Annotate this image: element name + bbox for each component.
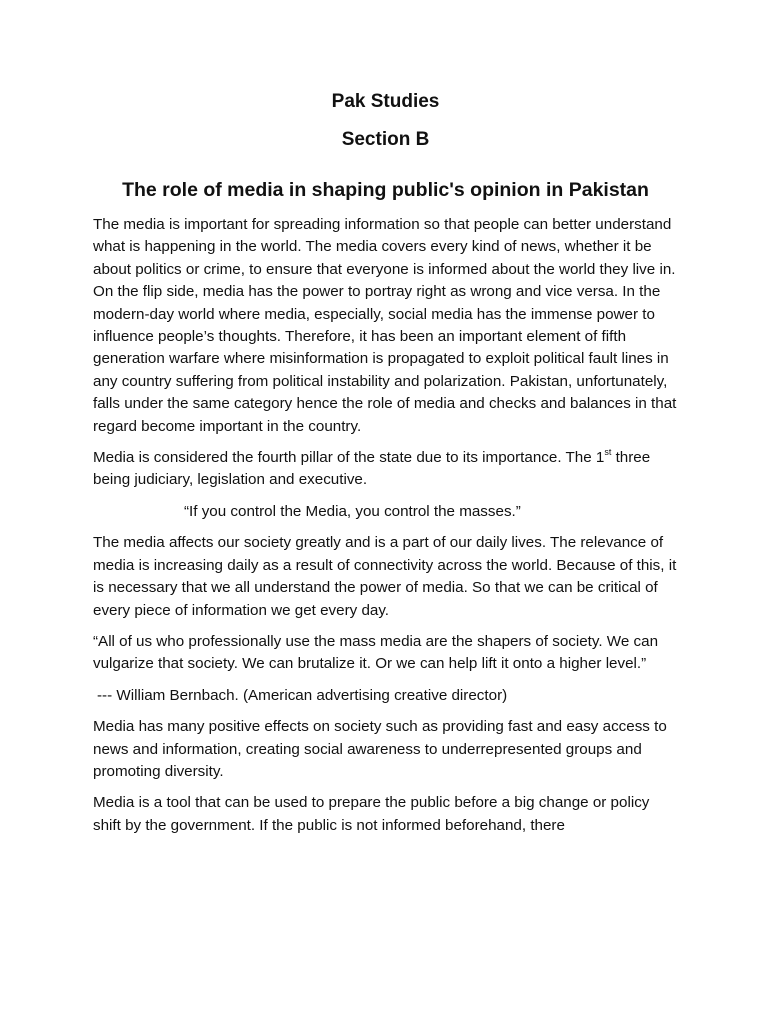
paragraph-intro: The media is important for spreading information so that people can better understand what is happening in the world. The media covers every kind of news, whether it be about politics or crime, to ensure that everyone is informed about the world they live in. On the flip side, media has the power to portray right as wrong and vice versa. In the modern-day world where media, especially, social media has the immense power to influence people’s thoughts. Therefore, it has been an important element of fifth generation warfare where misinformation is propagated to exploit political fault lines in any country suffering from political instability and polarization. Pakistan, unfortunately, falls under the same category hence the role of media and checks and balances in that regard become important in the country. [93, 216, 677, 435]
paragraph-fourth-pillar [93, 447, 678, 492]
paragraph-positive-effects: Media has many positive effects on society such as providing fast and easy access to news and information, creating social awareness to underrepresented groups and promoting diversity. [93, 718, 667, 780]
document-title: The role of media in shaping public's opinion in Pakistan [122, 179, 649, 201]
pillar-text-after: three being judiciary, legislation and executive. [93, 449, 651, 489]
quote-attribution: --- William Bernbach. (American advertising creative director) [97, 686, 508, 704]
ordinal-superscript: st [604, 447, 612, 458]
quote-bernbach: “All of us who professionally use the mass media are the shapers of society. We can vulgarize that society. We can brutalize it. Or we can help lift it onto a higher level.” [93, 632, 659, 673]
paragraph-media-affects: The media affects our society greatly and is a part of our daily lives. The relevance of media is increasing daily as a result of connectivity across the world. Because of this, it is necessary that we all understand the power of media. So that we can be critical of every piece of information we get every day. [93, 534, 677, 619]
section-heading: Section B [341, 129, 430, 150]
course-heading: Pak Studies [331, 91, 440, 112]
pillar-text-before: Media is considered the fourth pillar of the state due to its importance. The 1 [93, 449, 605, 467]
paragraph-policy-tool: Media is a tool that can be used to prepare the public before a big change or policy shift by the government. If the public is not informed beforehand, there [93, 794, 650, 834]
quote-control-media: “If you control the Media, you control the masses.” [184, 502, 521, 520]
